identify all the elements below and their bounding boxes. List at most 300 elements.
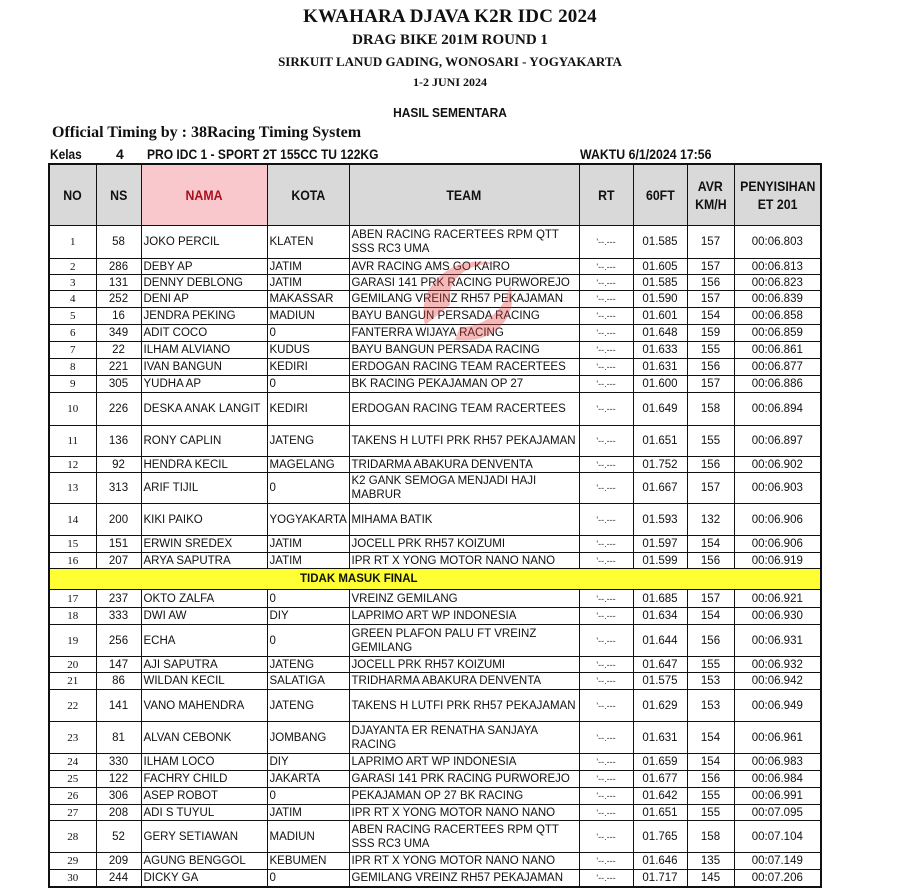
cell-ns: 92 xyxy=(96,457,141,473)
cell-ns: 244 xyxy=(96,870,141,887)
cell-no: 26 xyxy=(49,788,96,805)
table-row xyxy=(49,805,821,821)
table-header-row xyxy=(49,164,821,226)
cell-kota: JOMBANG xyxy=(267,722,349,754)
col-header-team: TEAM xyxy=(349,164,579,226)
cell-avr: 155 xyxy=(687,426,734,457)
cell-nama: ARIF TIJIL xyxy=(141,473,267,504)
cell-rt: '--.--- xyxy=(579,805,633,821)
cell-et: 00:07.095 xyxy=(734,805,821,821)
table-row xyxy=(49,275,821,291)
cell-no: 9 xyxy=(49,376,96,393)
table-row xyxy=(49,259,821,275)
event-date: 1-2 JUNI 2024 xyxy=(413,75,487,89)
cell-ns: 226 xyxy=(96,393,141,426)
cell-nama: ADI S TUYUL xyxy=(141,805,267,821)
class-number: 4 xyxy=(116,146,124,162)
cell-nama: WILDAN KECIL xyxy=(141,673,267,690)
table-row xyxy=(49,771,821,788)
cell-avr: 155 xyxy=(687,342,734,359)
cell-avr: 156 xyxy=(687,359,734,376)
cell-no: 29 xyxy=(49,853,96,870)
cell-ns: 81 xyxy=(96,722,141,754)
cell-rt: '--.--- xyxy=(579,226,633,259)
cell-kota: MADIUN xyxy=(267,821,349,853)
cell-60ft: 01.633 xyxy=(633,342,687,359)
cell-60ft: 01.631 xyxy=(633,359,687,376)
cell-avr: 156 xyxy=(687,553,734,569)
cell-nama: AJI SAPUTRA xyxy=(141,657,267,673)
cell-nama: VANO MAHENDRA xyxy=(141,690,267,722)
cell-kota: KEDIRI xyxy=(267,359,349,376)
cell-et: 00:06.861 xyxy=(734,342,821,359)
cell-ns: 349 xyxy=(96,325,141,342)
cell-ns: 151 xyxy=(96,536,141,553)
cell-team: IPR RT X YONG MOTOR NANO NANO xyxy=(349,553,579,569)
cell-60ft: 01.648 xyxy=(633,325,687,342)
cell-ns: 252 xyxy=(96,291,141,308)
cell-rt: '--.--- xyxy=(579,536,633,553)
cell-rt: '--.--- xyxy=(579,473,633,504)
cell-rt: '--.--- xyxy=(579,426,633,457)
cell-avr: 157 xyxy=(687,590,734,608)
cell-avr: 155 xyxy=(687,657,734,673)
cell-avr: 157 xyxy=(687,473,734,504)
cell-team: IPR RT X YONG MOTOR NANO NANO xyxy=(349,805,579,821)
cell-no: 7 xyxy=(49,342,96,359)
cell-avr: 157 xyxy=(687,376,734,393)
cell-nama: DESKA ANAK LANGIT xyxy=(141,393,267,426)
cell-60ft: 01.644 xyxy=(633,625,687,657)
cell-ns: 52 xyxy=(96,821,141,853)
cell-60ft: 01.647 xyxy=(633,657,687,673)
cell-kota: MAKASSAR xyxy=(267,291,349,308)
cell-no: 20 xyxy=(49,657,96,673)
cell-ns: 16 xyxy=(96,308,141,325)
table-row xyxy=(49,673,821,690)
cell-team: LAPRIMO ART WP INDONESIA xyxy=(349,608,579,625)
table-row xyxy=(49,325,821,342)
cell-kota: JATIM xyxy=(267,259,349,275)
cell-ns: 333 xyxy=(96,608,141,625)
cell-nama: DEBY AP xyxy=(141,259,267,275)
cell-rt: '--.--- xyxy=(579,673,633,690)
cell-no: 14 xyxy=(49,504,96,536)
cell-avr: 154 xyxy=(687,754,734,771)
cell-team: DJAYANTA ER RENATHA SANJAYA RACING xyxy=(349,722,579,754)
cell-rt: '--.--- xyxy=(579,608,633,625)
cell-et: 00:06.902 xyxy=(734,457,821,473)
cell-no: 27 xyxy=(49,805,96,821)
cell-et: 00:06.919 xyxy=(734,553,821,569)
cell-rt: '--.--- xyxy=(579,754,633,771)
cell-team: GEMILANG VREINZ RH57 PEKAJAMAN xyxy=(349,870,579,887)
event-title: KWAHARA DJAVA K2R IDC 2024 xyxy=(303,6,597,27)
cell-kota: JATENG xyxy=(267,426,349,457)
cell-nama: AGUNG BENGGOL xyxy=(141,853,267,870)
table-row xyxy=(49,608,821,625)
cell-kota: 0 xyxy=(267,625,349,657)
cell-nama: YUDHA AP xyxy=(141,376,267,393)
finalist-rows xyxy=(49,226,821,569)
cell-avr: 156 xyxy=(687,771,734,788)
cell-kota: 0 xyxy=(267,788,349,805)
cell-no: 23 xyxy=(49,722,96,754)
cell-no: 1 xyxy=(49,226,96,259)
cell-no: 30 xyxy=(49,870,96,887)
cell-et: 00:06.858 xyxy=(734,308,821,325)
cell-et: 00:06.839 xyxy=(734,291,821,308)
cell-ns: 221 xyxy=(96,359,141,376)
cell-avr: 155 xyxy=(687,805,734,821)
cell-rt: '--.--- xyxy=(579,376,633,393)
banner-text: TIDAK MASUK FINAL xyxy=(300,573,418,585)
cell-kota: DIY xyxy=(267,608,349,625)
cell-ns: 330 xyxy=(96,754,141,771)
cell-rt: '--.--- xyxy=(579,308,633,325)
cell-et: 00:06.961 xyxy=(734,722,821,754)
cell-no: 11 xyxy=(49,426,96,457)
cell-kota: 0 xyxy=(267,870,349,887)
table-row xyxy=(49,426,821,457)
cell-60ft: 01.585 xyxy=(633,226,687,259)
cell-nama: OKTO ZALFA xyxy=(141,590,267,608)
cell-no: 25 xyxy=(49,771,96,788)
cell-nama: DWI AW xyxy=(141,608,267,625)
table-row xyxy=(49,722,821,754)
cell-nama: ASEP ROBOT xyxy=(141,788,267,805)
cell-kota: KEDIRI xyxy=(267,393,349,426)
cell-ns: 256 xyxy=(96,625,141,657)
cell-60ft: 01.642 xyxy=(633,788,687,805)
cell-no: 18 xyxy=(49,608,96,625)
table-row xyxy=(49,870,821,887)
cell-60ft: 01.752 xyxy=(633,457,687,473)
cell-kota: MADIUN xyxy=(267,308,349,325)
cell-no: 28 xyxy=(49,821,96,853)
table-row xyxy=(49,359,821,376)
cell-team: TRIDHARMA ABAKURA DENVENTA xyxy=(349,673,579,690)
cell-kota: JATIM xyxy=(267,275,349,291)
cell-kota: YOGYAKARTA xyxy=(267,504,349,536)
col-header-rt: RT xyxy=(579,164,633,226)
table-row xyxy=(49,504,821,536)
cell-et: 00:06.984 xyxy=(734,771,821,788)
cell-ns: 237 xyxy=(96,590,141,608)
cell-team: BK RACING PEKAJAMAN OP 27 xyxy=(349,376,579,393)
cell-kota: 0 xyxy=(267,376,349,393)
cell-60ft: 01.629 xyxy=(633,690,687,722)
cell-rt: '--.--- xyxy=(579,275,633,291)
table-row xyxy=(49,788,821,805)
cell-avr: 135 xyxy=(687,853,734,870)
cell-et: 00:06.932 xyxy=(734,657,821,673)
table-row xyxy=(49,291,821,308)
cell-rt: '--.--- xyxy=(579,771,633,788)
cell-no: 13 xyxy=(49,473,96,504)
cell-no: 24 xyxy=(49,754,96,771)
cell-avr: 154 xyxy=(687,308,734,325)
cell-nama: ARYA SAPUTRA xyxy=(141,553,267,569)
cell-rt: '--.--- xyxy=(579,590,633,608)
table-row xyxy=(49,657,821,673)
cell-60ft: 01.651 xyxy=(633,805,687,821)
cell-team: GARASI 141 PRK RACING PURWOREJO xyxy=(349,771,579,788)
cell-rt: '--.--- xyxy=(579,359,633,376)
cell-60ft: 01.599 xyxy=(633,553,687,569)
cell-nama: GERY SETIAWAN xyxy=(141,821,267,853)
cell-kota: JAKARTA xyxy=(267,771,349,788)
table-row xyxy=(49,754,821,771)
cell-60ft: 01.649 xyxy=(633,393,687,426)
cell-nama: DICKY GA xyxy=(141,870,267,887)
cell-nama: RONY CAPLIN xyxy=(141,426,267,457)
cell-avr: 157 xyxy=(687,291,734,308)
cell-et: 00:06.906 xyxy=(734,536,821,553)
cell-rt: '--.--- xyxy=(579,325,633,342)
cell-et: 00:06.897 xyxy=(734,426,821,457)
cell-et: 00:07.149 xyxy=(734,853,821,870)
cell-ns: 306 xyxy=(96,788,141,805)
cell-nama: FACHRY CHILD xyxy=(141,771,267,788)
cell-team: ABEN RACING RACERTEES RPM QTT SSS RC3 UMA xyxy=(349,821,579,853)
cell-team: VREINZ GEMILANG xyxy=(349,590,579,608)
cell-team: BAYU BANGUN PERSADA RACING xyxy=(349,308,579,325)
timestamp: WAKTU 6/1/2024 17:56 xyxy=(580,146,712,162)
cell-avr: 157 xyxy=(687,259,734,275)
cell-ns: 131 xyxy=(96,275,141,291)
cell-kota: JATIM xyxy=(267,553,349,569)
cell-ns: 207 xyxy=(96,553,141,569)
table-row xyxy=(49,473,821,504)
table-row xyxy=(49,342,821,359)
cell-team: ERDOGAN RACING TEAM RACERTEES xyxy=(349,393,579,426)
cell-60ft: 01.677 xyxy=(633,771,687,788)
cell-rt: '--.--- xyxy=(579,690,633,722)
cell-et: 00:06.813 xyxy=(734,259,821,275)
cell-no: 22 xyxy=(49,690,96,722)
cell-kota: JATENG xyxy=(267,657,349,673)
cell-et: 00:06.894 xyxy=(734,393,821,426)
cell-no: 6 xyxy=(49,325,96,342)
cell-nama: DENNY DEBLONG xyxy=(141,275,267,291)
cell-rt: '--.--- xyxy=(579,393,633,426)
cell-et: 00:06.823 xyxy=(734,275,821,291)
cell-60ft: 01.593 xyxy=(633,504,687,536)
cell-ns: 313 xyxy=(96,473,141,504)
table-row xyxy=(49,457,821,473)
cell-et: 00:06.903 xyxy=(734,473,821,504)
cell-60ft: 01.667 xyxy=(633,473,687,504)
cell-60ft: 01.651 xyxy=(633,426,687,457)
cell-avr: 154 xyxy=(687,536,734,553)
cell-ns: 136 xyxy=(96,426,141,457)
cell-team: K2 GANK SEMOGA MENJADI HAJI MABRUR xyxy=(349,473,579,504)
cell-et: 00:06.930 xyxy=(734,608,821,625)
cell-et: 00:06.949 xyxy=(734,690,821,722)
table-row xyxy=(49,308,821,325)
cell-nama: ERWIN SREDEX xyxy=(141,536,267,553)
cell-team: ERDOGAN RACING TEAM RACERTEES xyxy=(349,359,579,376)
cell-no: 5 xyxy=(49,308,96,325)
cell-60ft: 01.659 xyxy=(633,754,687,771)
cell-nama: ILHAM LOCO xyxy=(141,754,267,771)
col-header-60ft: 60FT xyxy=(633,164,687,226)
cell-rt: '--.--- xyxy=(579,657,633,673)
cell-et: 00:06.931 xyxy=(734,625,821,657)
cell-60ft: 01.600 xyxy=(633,376,687,393)
cell-no: 3 xyxy=(49,275,96,291)
cell-team: TRIDARMA ABAKURA DENVENTA xyxy=(349,457,579,473)
cell-no: 10 xyxy=(49,393,96,426)
table-row xyxy=(49,853,821,870)
cell-no: 4 xyxy=(49,291,96,308)
official-timing: Official Timing by : 38Racing Timing System xyxy=(52,124,362,141)
cell-avr: 155 xyxy=(687,788,734,805)
table-row xyxy=(49,553,821,569)
cell-et: 00:06.942 xyxy=(734,673,821,690)
non-finalist-rows xyxy=(49,590,821,887)
cell-team: ABEN RACING RACERTEES RPM QTT SSS RC3 UMA xyxy=(349,226,579,259)
class-label: Kelas xyxy=(50,146,82,162)
cell-et: 00:06.859 xyxy=(734,325,821,342)
cell-team: PEKAJAMAN OP 27 BK RACING xyxy=(349,788,579,805)
cell-nama: DENI AP xyxy=(141,291,267,308)
cell-nama: JENDRA PEKING xyxy=(141,308,267,325)
col-header-no: NO xyxy=(49,164,96,226)
cell-no: 21 xyxy=(49,673,96,690)
cell-et: 00:06.877 xyxy=(734,359,821,376)
event-subtitle: DRAG BIKE 201M ROUND 1 xyxy=(352,32,548,48)
banner-section xyxy=(49,569,821,590)
cell-avr: 159 xyxy=(687,325,734,342)
cell-et: 00:07.206 xyxy=(734,870,821,887)
cell-60ft: 01.646 xyxy=(633,853,687,870)
event-venue: SIRKUIT LANUD GADING, WONOSARI - YOGYAKARTA xyxy=(278,54,622,69)
cell-no: 16 xyxy=(49,553,96,569)
cell-nama: ILHAM ALVIANO xyxy=(141,342,267,359)
cell-avr: 158 xyxy=(687,393,734,426)
cell-team: TAKENS H LUTFI PRK RH57 PEKAJAMAN xyxy=(349,426,579,457)
cell-ns: 208 xyxy=(96,805,141,821)
cell-et: 00:07.104 xyxy=(734,821,821,853)
cell-kota: KLATEN xyxy=(267,226,349,259)
cell-rt: '--.--- xyxy=(579,853,633,870)
cell-60ft: 01.685 xyxy=(633,590,687,608)
results-table xyxy=(48,163,822,888)
cell-rt: '--.--- xyxy=(579,553,633,569)
cell-avr: 153 xyxy=(687,673,734,690)
cell-ns: 147 xyxy=(96,657,141,673)
cell-rt: '--.--- xyxy=(579,788,633,805)
cell-rt: '--.--- xyxy=(579,625,633,657)
cell-avr: 154 xyxy=(687,722,734,754)
cell-avr: 157 xyxy=(687,226,734,259)
cell-avr: 132 xyxy=(687,504,734,536)
cell-kota: 0 xyxy=(267,325,349,342)
cell-ns: 305 xyxy=(96,376,141,393)
cell-no: 2 xyxy=(49,259,96,275)
cell-kota: KUDUS xyxy=(267,342,349,359)
cell-60ft: 01.601 xyxy=(633,308,687,325)
cell-ns: 286 xyxy=(96,259,141,275)
cell-60ft: 01.717 xyxy=(633,870,687,887)
cell-rt: '--.--- xyxy=(579,342,633,359)
table-row xyxy=(49,590,821,608)
cell-rt: '--.--- xyxy=(579,457,633,473)
cell-team: JOCELL PRK RH57 KOIZUMI xyxy=(349,536,579,553)
class-name: PRO IDC 1 - SPORT 2T 155CC TU 122KG xyxy=(147,146,379,162)
cell-60ft: 01.634 xyxy=(633,608,687,625)
cell-team: BAYU BANGUN PERSADA RACING xyxy=(349,342,579,359)
cell-nama: KIKI PAIKO xyxy=(141,504,267,536)
cell-60ft: 01.597 xyxy=(633,536,687,553)
table-row xyxy=(49,821,821,853)
cell-kota: MAGELANG xyxy=(267,457,349,473)
cell-60ft: 01.765 xyxy=(633,821,687,853)
cell-ns: 122 xyxy=(96,771,141,788)
table-row xyxy=(49,376,821,393)
cell-team: GEMILANG VREINZ RH57 PEKAJAMAN xyxy=(349,291,579,308)
cell-kota: JATENG xyxy=(267,690,349,722)
cell-ns: 58 xyxy=(96,226,141,259)
cell-nama: HENDRA KECIL xyxy=(141,457,267,473)
cell-no: 19 xyxy=(49,625,96,657)
cell-avr: 154 xyxy=(687,608,734,625)
cell-rt: '--.--- xyxy=(579,291,633,308)
table-row xyxy=(49,393,821,426)
cell-et: 00:06.803 xyxy=(734,226,821,259)
table-row xyxy=(49,226,821,259)
cell-no: 17 xyxy=(49,590,96,608)
cell-kota: JATIM xyxy=(267,805,349,821)
col-header-nama: NAMA xyxy=(141,164,267,226)
table-row xyxy=(49,536,821,553)
col-header-ns: NS xyxy=(96,164,141,226)
col-header-kota: KOTA xyxy=(267,164,349,226)
cell-nama: ECHA xyxy=(141,625,267,657)
cell-nama: IVAN BANGUN xyxy=(141,359,267,376)
cell-team: TAKENS H LUTFI PRK RH57 PEKAJAMAN xyxy=(349,690,579,722)
cell-kota: JATIM xyxy=(267,536,349,553)
cell-team: LAPRIMO ART WP INDONESIA xyxy=(349,754,579,771)
cell-avr: 156 xyxy=(687,275,734,291)
cell-et: 00:06.886 xyxy=(734,376,821,393)
cell-60ft: 01.575 xyxy=(633,673,687,690)
cell-team: AVR RACING AMS GO KAIRO xyxy=(349,259,579,275)
cell-team: MIHAMA BATIK xyxy=(349,504,579,536)
table-row xyxy=(49,625,821,657)
cell-et: 00:06.906 xyxy=(734,504,821,536)
cell-rt: '--.--- xyxy=(579,259,633,275)
cell-no: 15 xyxy=(49,536,96,553)
cell-avr: 145 xyxy=(687,870,734,887)
non-finalist-banner xyxy=(49,569,821,590)
cell-team: JOCELL PRK RH57 KOIZUMI xyxy=(349,657,579,673)
cell-kota: 0 xyxy=(267,590,349,608)
cell-team: GARASI 141 PRK RACING PURWOREJO xyxy=(349,275,579,291)
cell-ns: 86 xyxy=(96,673,141,690)
cell-60ft: 01.590 xyxy=(633,291,687,308)
cell-60ft: 01.585 xyxy=(633,275,687,291)
cell-nama: ADIT COCO xyxy=(141,325,267,342)
cell-team: IPR RT X YONG MOTOR NANO NANO xyxy=(349,853,579,870)
cell-kota: KEBUMEN xyxy=(267,853,349,870)
cell-kota: 0 xyxy=(267,473,349,504)
cell-et: 00:06.983 xyxy=(734,754,821,771)
cell-no: 8 xyxy=(49,359,96,376)
cell-avr: 158 xyxy=(687,821,734,853)
